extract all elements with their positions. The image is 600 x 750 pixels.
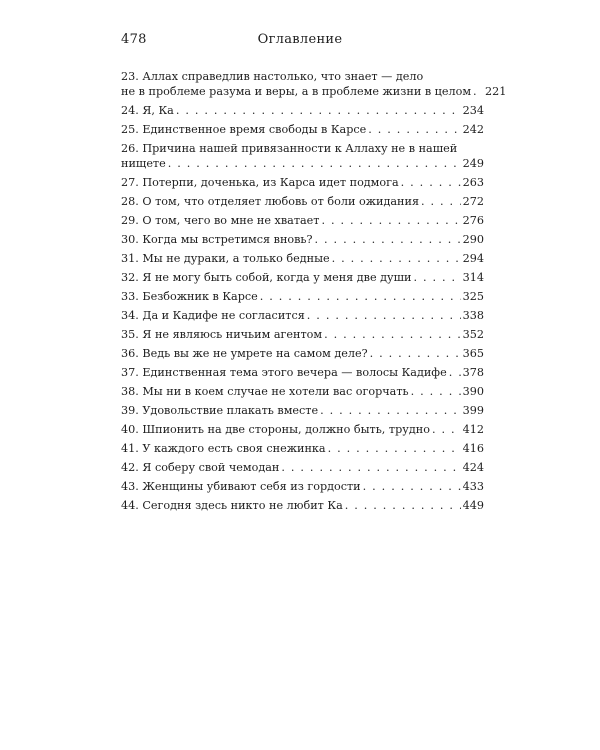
dot-leader [332, 251, 461, 266]
toc-entry-title: 40. Шпионить на две стороны, должно быть, трудно [121, 423, 430, 436]
page-number: 478 [121, 32, 147, 47]
toc-entry-title: нищете [121, 157, 166, 170]
toc-entry-row [121, 365, 484, 380]
toc-entry-page: 416 [462, 442, 484, 455]
toc-entry [121, 175, 484, 190]
toc-entry-page: 272 [462, 195, 484, 208]
toc-entry-page: 424 [462, 461, 484, 474]
dot-leader [168, 156, 461, 171]
toc-entry-title: 38. Мы ни в коем случае не хотели вас огорчать [121, 385, 409, 398]
toc-entry [121, 327, 484, 342]
toc-entry-page: 242 [462, 123, 484, 136]
dot-leader [413, 270, 460, 285]
dot-leader [473, 84, 483, 99]
toc-entry [121, 346, 484, 361]
dot-leader [324, 327, 461, 342]
dot-leader [260, 289, 461, 304]
toc-entry [121, 479, 484, 494]
toc-entry-title: 34. Да и Кадифе не согласится [121, 309, 305, 322]
dot-leader [328, 441, 461, 456]
toc-entry-page: 325 [462, 290, 484, 303]
toc-entry [121, 403, 484, 418]
toc-entry-row [121, 175, 484, 190]
toc-entry-row [121, 460, 484, 475]
toc-entry-page: 276 [462, 214, 484, 227]
toc-entry-row [121, 122, 484, 137]
toc-entry-title: 39. Удовольствие плакать вместе [121, 404, 319, 417]
toc-entry [121, 498, 484, 513]
dot-leader [363, 479, 461, 494]
dot-leader [368, 122, 460, 137]
toc-entry-row [121, 327, 484, 342]
toc-entry-row [121, 441, 484, 456]
dot-leader [281, 460, 460, 475]
toc-entry [121, 122, 484, 137]
toc-entry [121, 384, 484, 399]
dot-leader [432, 422, 461, 437]
toc-entry-row [121, 194, 484, 209]
toc-entry-page: 365 [462, 347, 484, 360]
toc-entry-row [121, 308, 484, 323]
toc-entry-title: 29. О том, чего во мне не хватает [121, 214, 320, 227]
dot-leader [401, 175, 461, 190]
toc-entry-page: 378 [462, 366, 484, 379]
toc-entry [121, 289, 484, 304]
toc-entry-page: 234 [462, 104, 484, 117]
dot-leader [307, 308, 461, 323]
toc-entry [121, 441, 484, 456]
dot-leader [320, 403, 461, 418]
toc-entry [121, 308, 484, 323]
toc-entry-title: 41. У каждого есть своя снежинка [121, 442, 326, 455]
toc-entry-title: 42. Я соберу свой чемодан [121, 461, 280, 474]
toc-entry-title: 24. Я, Ка [121, 104, 174, 117]
toc-entry [121, 232, 484, 247]
table-of-contents [121, 69, 507, 517]
toc-entry-title: 36. Ведь вы же не умрете на самом деле? [121, 347, 368, 360]
toc-entry [121, 460, 484, 475]
toc-entry-page: 399 [462, 404, 484, 417]
toc-entry-row [121, 251, 484, 266]
toc-entry-title: 31. Мы не дураки, а только бедные [121, 252, 330, 265]
toc-entry-page: 390 [462, 385, 484, 398]
toc-entry-title: 28. О том, что отделяет любовь от боли ожидания [121, 195, 420, 208]
toc-entry-page: 314 [462, 271, 484, 284]
toc-entry-title: 25. Единственное время свободы в Карсе [121, 123, 367, 136]
toc-entry [121, 270, 484, 285]
toc-entry-title: 27. Потерпи, доченька, из Карса идет подмога [121, 176, 399, 189]
toc-entry-title: не в проблеме разума и веры, а в проблеме жизни в целом [121, 85, 472, 98]
toc-entry-row [121, 422, 484, 437]
toc-entry-row [121, 232, 484, 247]
toc-entry-page: 433 [462, 480, 484, 493]
toc-entry [121, 194, 484, 209]
toc-entry [121, 213, 484, 228]
toc-entry-page: 352 [462, 328, 484, 341]
toc-entry-row [121, 270, 484, 285]
toc-entry-row [121, 346, 484, 361]
dot-leader [315, 232, 461, 247]
dot-leader [345, 498, 461, 513]
toc-entry-page: 412 [462, 423, 484, 436]
toc-entry-page: 290 [462, 233, 484, 246]
toc-entry-title: 44. Сегодня здесь никто не любит Ка [121, 499, 343, 512]
toc-entry-title: 33. Безбожник в Карсе [121, 290, 258, 303]
toc-entry-row [121, 213, 484, 228]
toc-entry-row [121, 479, 484, 494]
toc-entry-title: 43. Женщины убивают себя из гордости [121, 480, 361, 493]
toc-entry-row [121, 103, 484, 118]
toc-entry-page: 263 [462, 176, 484, 189]
running-title: Оглавление [257, 32, 343, 47]
dot-leader [449, 365, 461, 380]
toc-entry-row [121, 289, 484, 304]
toc-entry-title-line: 23. Аллах справедлив настолько, что знает — дело [121, 70, 424, 83]
toc-entry [121, 103, 484, 118]
toc-entry-title: 30. Когда мы встретимся вновь? [121, 233, 313, 246]
toc-entry-row [121, 403, 484, 418]
toc-entry-page: 294 [462, 252, 484, 265]
toc-entry-page: 449 [462, 499, 484, 512]
toc-entry-page: 338 [462, 309, 484, 322]
toc-entry [121, 141, 484, 171]
dot-leader [322, 213, 461, 228]
toc-entry-title: 32. Я не могу быть собой, когда у меня две души [121, 271, 412, 284]
toc-entry-row [121, 156, 484, 171]
dot-leader [421, 194, 461, 209]
toc-entry-title-line: 26. Причина нашей привязанности к Аллаху не в нашей [121, 142, 458, 155]
toc-entry [121, 251, 484, 266]
toc-entry-row [121, 384, 484, 399]
dot-leader [176, 103, 461, 118]
toc-entry-row [121, 84, 507, 99]
toc-entry-title: 37. Единственная тема этого вечера — волосы Кадифе [121, 366, 447, 379]
dot-leader [411, 384, 461, 399]
toc-entry-row [121, 498, 484, 513]
toc-entry-page: 221 [485, 85, 507, 98]
toc-entry-page: 249 [462, 157, 484, 170]
toc-entry [121, 365, 484, 380]
dot-leader [370, 346, 461, 361]
toc-entry [121, 69, 507, 99]
toc-entry-title: 35. Я не являюсь ничьим агентом [121, 328, 323, 341]
toc-entry [121, 422, 484, 437]
